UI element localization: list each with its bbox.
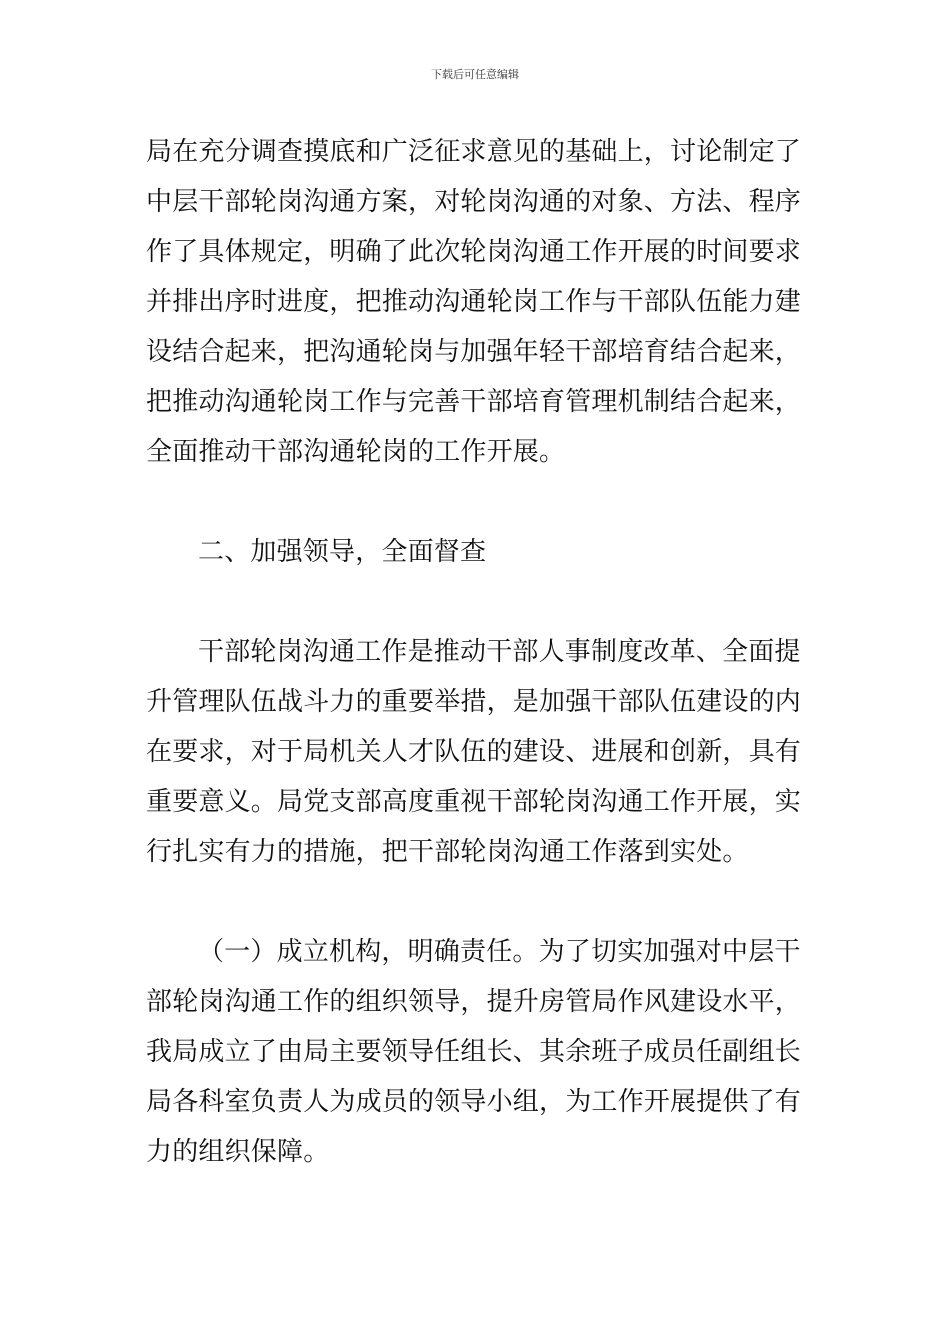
text-line: 把推动沟通轮岗工作与完善干部培育管理机制结合起来， [146,387,802,417]
section-heading [146,527,812,577]
text-line: 在要求，对于局机关人才队伍的建设、进展和创新，具有 [146,737,802,767]
text-line: 部轮岗沟通工作的组织领导，提升房管局作风建设水平， [146,987,802,1017]
text-line: 中层干部轮岗沟通方案，对轮岗沟通的对象、方法、程序 [146,187,802,217]
header-note: 下载后可任意编辑 [431,68,519,81]
document-body [146,127,812,1177]
text-line: 我局成立了由局主要领导任组长、其余班子成员任副组长 [146,1037,802,1067]
paragraph-gap [146,477,812,527]
text-line: 重要意义。局党支部高度重视干部轮岗沟通工作开展，实 [146,787,802,817]
paragraph [146,627,812,877]
text-line: 升管理队伍战斗力的重要举措，是加强干部队伍建设的内 [146,687,802,717]
section-heading-text: 二、加强领导，全面督查 [198,537,487,567]
text-line: 干部轮岗沟通工作是推动干部人事制度改革、全面提 [198,637,801,667]
text-line: 设结合起来，把沟通轮岗与加强年轻干部培育结合起来， [146,337,802,367]
text-line: 局在充分调查摸底和广泛征求意见的基础上，讨论制定了 [146,137,802,167]
paragraph [146,927,812,1177]
text-line: 行扎实有力的措施，把干部轮岗沟通工作落到实处。 [146,837,749,867]
text-line: 力的组织保障。 [146,1137,330,1167]
paragraph-continuation [146,127,812,477]
paragraph-gap [146,877,812,927]
text-line: 局各科室负责人为成员的领导小组，为工作开展提供了有 [146,1087,802,1117]
text-line: 并排出序时进度，把推动沟通轮岗工作与干部队伍能力建 [146,287,802,317]
paragraph-gap [146,577,812,627]
text-line: 作了具体规定，明确了此次轮岗沟通工作开展的时间要求 [146,237,802,267]
text-line: 全面推动干部沟通轮岗的工作开展。 [146,437,566,467]
text-line: （一）成立机构，明确责任。为了切实加强对中层干 [198,937,801,967]
